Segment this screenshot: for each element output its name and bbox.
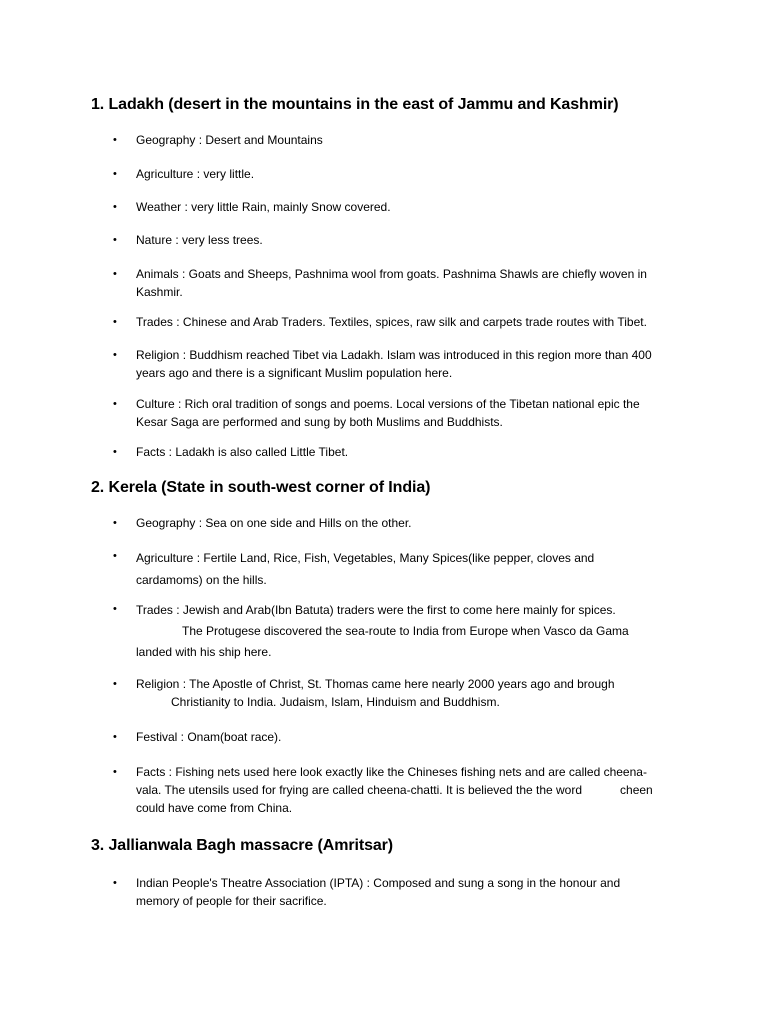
list-item-text: Geography : Sea on one side and Hills on the other. xyxy=(136,516,412,530)
bullet-icon: • xyxy=(113,201,117,213)
section-heading-kerela: 2. Kerela (State in south-west corner of India) xyxy=(91,479,431,496)
list-item-text: Trades : Jewish and Arab(Ibn Batuta) traders were the first to come here mainly for spices. The Protugese discovered the sea-route to India from Europe when Vasco da Gama landed with his ship here. xyxy=(136,603,629,659)
bullet-icon: • xyxy=(113,234,117,246)
list-item-text: Animals : Goats and Sheeps, Pashnima wool from goats. Pashnima Shawls are chiefly woven in Kashmir. xyxy=(136,267,647,299)
list-item-text: Nature : very less trees. xyxy=(136,233,263,247)
list-item-text: Festival : Onam(boat race). xyxy=(136,730,282,744)
list-item-text: Facts : Ladakh is also called Little Tibet. xyxy=(136,445,349,459)
list-item-text: Facts : Fishing nets used here look exactly like the Chineses fishing nets and are called cheena- vala. The utensils used for frying are called cheena-chatti. It is believed the the word cheen could have come from China. xyxy=(136,765,653,815)
bullet-icon: • xyxy=(113,877,117,889)
bullet-icon: • xyxy=(113,349,117,361)
bullet-icon: • xyxy=(113,731,117,743)
bullet-icon: • xyxy=(113,517,117,529)
bullet-icon: • xyxy=(113,268,117,280)
bullet-icon: • xyxy=(113,446,117,458)
bullet-icon: • xyxy=(113,766,117,778)
list-item-text: Religion : Buddhism reached Tibet via Ladakh. Islam was introduced in this region more than 400 years ago and there is a significant Muslim population here. xyxy=(136,348,652,380)
list-item-text: Indian People's Theatre Association (IPTA) : Composed and sung a song in the honour and memory of people for their sacrifice. xyxy=(136,876,621,908)
section-heading-ladakh: 1. Ladakh (desert in the mountains in the east of Jammu and Kashmir) xyxy=(91,96,619,113)
bullet-icon: • xyxy=(113,603,117,615)
list-item-text: Geography : Desert and Mountains xyxy=(136,133,323,147)
bullet-icon: • xyxy=(113,168,117,180)
bullet-icon: • xyxy=(113,550,117,562)
bullet-icon: • xyxy=(113,678,117,690)
bullet-icon: • xyxy=(113,134,117,146)
bullet-icon: • xyxy=(113,398,117,410)
list-item-text: Religion : The Apostle of Christ, St. Thomas came here nearly 2000 years ago and brough Christianity to India. Judaism, Islam, Hinduism and Buddhism. xyxy=(136,677,615,709)
list-item-text: Agriculture : Fertile Land, Rice, Fish, Vegetables, Many Spices(like pepper, cloves and cardamoms) on the hills. xyxy=(136,551,595,587)
list-item-text: Weather : very little Rain, mainly Snow covered. xyxy=(136,200,391,214)
bullet-icon: • xyxy=(113,316,117,328)
list-item-text: Agriculture : very little. xyxy=(136,167,255,181)
list-item-text: Culture : Rich oral tradition of songs and poems. Local versions of the Tibetan national epic the Kesar Saga are performed and sung by both Muslims and Buddhists. xyxy=(136,397,640,429)
section-heading-jallianwala: 3. Jallianwala Bagh massacre (Amritsar) xyxy=(91,837,394,854)
list-item-text: Trades : Chinese and Arab Traders. Textiles, spices, raw silk and carpets trade routes with Tibet. xyxy=(136,315,647,329)
